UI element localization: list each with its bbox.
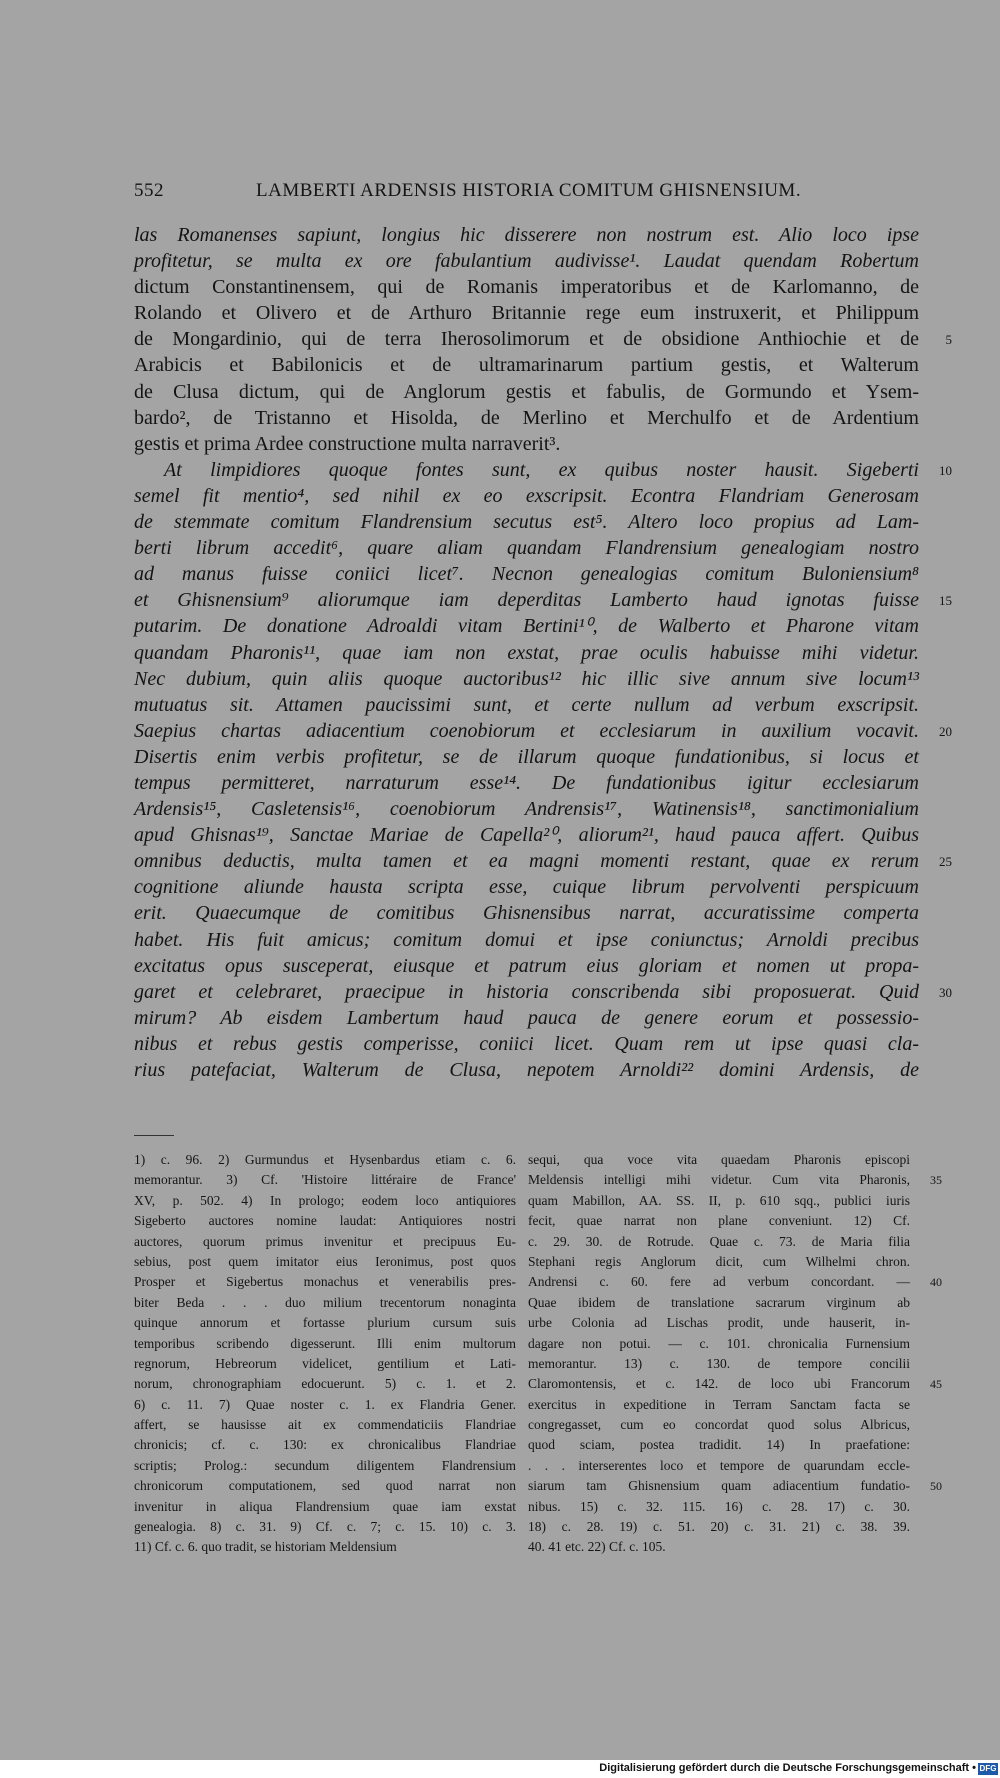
text-line-text: bardo², de Tristanno et Hisolda, de Merlino et Merchulfo et de Ardentium [134, 406, 919, 429]
footnote-separator [134, 1135, 174, 1136]
footnote-line [134, 1354, 516, 1374]
footnote-line [528, 1395, 910, 1415]
text-line-text: Disertis enim verbis profitetur, se de illarum quoque fundationibus, si locus et [134, 745, 919, 768]
text-line-text: quandam Pharonis¹¹, quae iam non exstat, prae oculis habuisse mihi videtur. [134, 641, 919, 664]
footnote-line [528, 1354, 910, 1374]
line-number: 10 [939, 462, 952, 478]
footnote-line [528, 1435, 910, 1455]
text-line [134, 379, 919, 405]
text-line-text: Arabicis et Babilonicis et de ultramarinarum partium gestis, et Walterum [134, 354, 919, 377]
footnote-line [528, 1252, 910, 1272]
footnote-line [528, 1313, 910, 1333]
footnote-line [528, 1211, 910, 1231]
footnote-line-text: c. 29. 30. de Rotrude. Quae c. 73. de Maria filia [528, 1233, 910, 1249]
footnote-line [134, 1497, 516, 1517]
text-line [134, 796, 919, 822]
text-line-text: profitetur, se multa ex ore fabulantium audivisse¹. Laudat quendam Robertum [134, 250, 919, 273]
text-line-text: semel fit mentio⁴, sed nihil ex eo exscripsit. Econtra Flandriam Generosam [134, 484, 919, 507]
line-number: 30 [939, 984, 952, 1000]
footnote-line-text: scriptis; Prolog.: secundum diligentem Flandrensium [134, 1457, 516, 1473]
text-line-text: omnibus deductis, multa tamen et ea magni momenti restant, quae ex rerum [134, 850, 919, 873]
text-line [134, 352, 919, 378]
text-line [134, 483, 919, 509]
text-line [134, 274, 919, 300]
footnote-line [134, 1191, 516, 1211]
footnote-line-text: 18) c. 28. 19) c. 51. 20) c. 31. 21) c. 38. 39. [528, 1519, 910, 1535]
text-line [134, 744, 919, 770]
footnote-line [528, 1191, 910, 1211]
footnote-line [528, 1415, 910, 1435]
text-line [134, 822, 919, 848]
footnote-line-text: 40. 41 etc. 22) Cf. c. 105. [528, 1539, 666, 1555]
text-line-text: mirum? Ab eisdem Lambertum haud pauca de genere eorum et possessio- [134, 1006, 919, 1029]
text-line-text: excitatus opus susceperat, eiusque et patrum eius gloriam et nomen ut propa- [134, 954, 919, 977]
footnote-line [134, 1395, 516, 1415]
text-line [134, 848, 952, 874]
text-line [134, 222, 919, 248]
text-line-text: de Clusa dictum, qui de Anglorum gestis et fabulis, de Gormundo et Ysem- [134, 380, 919, 403]
text-line [134, 900, 919, 926]
text-line-text: apud Ghisnas¹⁹, Sanctae Mariae de Capella²⁰, aliorum²¹, haud pauca affert. Quibus [134, 824, 919, 847]
footnote-line-text: congregasset, cum eo concordat quod solus Albricus, [528, 1417, 910, 1433]
text-line-text: mutuatus sit. Attamen paucissimi sunt, et certe nullum ad verbum exscripsit. [134, 693, 919, 716]
footnote-line-text: quinque annorum et fortasse plurium cursum suis [134, 1315, 516, 1331]
footnote-line-text: invenitur in aliqua Flandrensium quae iam exstat [134, 1498, 516, 1514]
footnote-line [134, 1374, 516, 1394]
text-line [134, 640, 919, 666]
footnote-line-text: memorantur. 3) Cf. 'Histoire littéraire de France' [134, 1172, 516, 1188]
text-line-text: rius patefaciat, Walterum de Clusa, nepotem Arnoldi²² domini Ardensis, de [134, 1059, 919, 1081]
footnote-line-text: 6) c. 11. 7) Quae noster c. 1. ex Flandria Gener. [134, 1396, 516, 1412]
text-line-text: Ardensis¹⁵, Casletensis¹⁶, coenobiorum Andrensis¹⁷, Watinensis¹⁸, sanctimonialium [134, 798, 919, 821]
text-line [134, 927, 919, 953]
line-number: 40 [930, 1275, 942, 1290]
footnote-line [528, 1170, 942, 1190]
line-number: 15 [939, 593, 952, 609]
footnote-line [134, 1313, 516, 1333]
footnote-line [134, 1476, 516, 1496]
footnote-line-text: Stephani regis Anglorum dicit, cum Wilhelmi chron. [528, 1253, 910, 1269]
footnote-line [134, 1272, 516, 1292]
footnotes-left-column [134, 1150, 516, 1558]
footnote-line-text: Prosper et Sigebertus monachus et venerabilis pres- [134, 1274, 516, 1290]
footnote-line [134, 1150, 516, 1170]
text-line [134, 1057, 919, 1083]
footnote-line-text: sebius, post quem imitator eius Ieronimus, post quos [134, 1253, 516, 1269]
footnote-line-text: Meldensis intelligi mihi videtur. Cum vita Pharonis, [528, 1172, 910, 1188]
footnote-line [134, 1170, 516, 1190]
digitization-footer [0, 1760, 1000, 1778]
footnote-line-text: regnorum, Hebreorum videlicet, gentilium et Lati- [134, 1355, 516, 1371]
text-line-text: habet. His fuit amicus; comitum domui et ipse coniunctus; Arnoldi precibus [134, 928, 919, 951]
footnote-line-text: chronicorum computationem, sed quod narrat non [134, 1478, 516, 1494]
text-line-text: nibus et rebus gestis comperisse, coniici licet. Quam rem ut ipse quasi cla- [134, 1032, 919, 1055]
text-line [134, 770, 919, 796]
text-line-text: garet et celebraret, praecipue in historia conscribenda sibi proposuerat. Quid [134, 980, 919, 1003]
footnote-line [528, 1537, 910, 1557]
footnote-line [528, 1476, 942, 1496]
footnote-line [528, 1334, 910, 1354]
main-text [134, 222, 952, 1083]
text-line-text: ad manus fuisse coniici licet⁷. Necnon genealogias comitum Buloniensium⁸ [134, 563, 919, 586]
line-number: 25 [939, 854, 952, 870]
text-line [134, 718, 952, 744]
line-number: 5 [945, 332, 952, 348]
text-line-text: At limpidiores quoque fontes sunt, ex quibus noster hausit. Sigeberti [164, 458, 919, 481]
footnote-line [528, 1456, 910, 1476]
text-line [134, 405, 919, 431]
text-line-text: dictum Constantinensem, qui de Romanis imperatoribus et de Karlomanno, de [134, 276, 919, 299]
footnote-line-text: . . . interserentes loco et tempore de quarundam eccle- [528, 1457, 910, 1473]
footnote-line [528, 1293, 910, 1313]
text-line [134, 431, 919, 457]
text-line-text: tempus permitteret, narraturum esse¹⁴. De fundationibus igitur ecclesiarum [134, 771, 919, 794]
footnote-line [528, 1272, 942, 1292]
text-line [134, 953, 919, 979]
footnote-line [528, 1374, 942, 1394]
text-line-text: Nec dubium, quin aliis quoque auctoribus¹² hic illic sive annum sive locum¹³ [134, 667, 919, 690]
footnote-line-text: biter Beda . . . duo milium trecentorum nonaginta [134, 1294, 516, 1310]
footnote-line [134, 1456, 516, 1476]
footnote-line-text: exercitus in expeditione in Terram Sanctam facta se [528, 1396, 910, 1412]
footnote-line [528, 1232, 910, 1252]
footnote-line-text: auctores, quorum primus invenitur et precipuus Eu- [134, 1233, 516, 1249]
text-line [134, 1031, 919, 1057]
text-line [134, 457, 952, 483]
text-line-text: Rolando et Olivero et de Arthuro Britannie rege eum instruxerit, et Philippum [134, 302, 919, 325]
footnote-line-text: dagare non potui. — c. 101. chronicalia Furnensium [528, 1335, 910, 1351]
footnote-line-text: temporibus scribendo digesserunt. Illi enim multorum [134, 1335, 516, 1351]
text-line-text: et Ghisnensium⁹ aliorumque iam deperditas Lamberto haud ignotas fuisse [134, 589, 919, 612]
footnote-line-text: Quae ibidem de translatione sacrarum virginum ab [528, 1294, 910, 1310]
text-line-text: gestis et prima Ardee constructione multa narraverit³. [134, 432, 561, 455]
footnote-line-text: chronicis; cf. c. 130: ex chronicalibus Flandriae [134, 1437, 516, 1453]
footnote-line-text: Andrensi c. 60. fere ad verbum concordant. — [528, 1274, 910, 1290]
footnote-line [134, 1435, 516, 1455]
footnote-line-text: genealogia. 8) c. 31. 9) Cf. c. 7; c. 15. 10) c. 3. [134, 1519, 516, 1535]
text-line [134, 300, 919, 326]
text-line-text: putarim. De donatione Adroaldi vitam Bertini¹⁰, de Walberto et Pharone vitam [134, 615, 919, 638]
footnotes-right-column [528, 1150, 942, 1558]
dfg-logo-icon: DFG [979, 1764, 997, 1773]
text-line [134, 509, 919, 535]
text-line [134, 561, 919, 587]
text-line [134, 692, 919, 718]
footnote-line-text: 1) c. 96. 2) Gurmundus et Hysenbardus etiam c. 6. [134, 1152, 516, 1167]
text-line-text: berti librum accedit⁶, quare aliam quandam Flandrensium genealogiam nostro [134, 537, 919, 560]
line-number: 20 [939, 723, 952, 739]
footnote-line [134, 1415, 516, 1435]
footnote-line-text: Sigeberto auctores nomine laudat: Antiquiores nostri [134, 1213, 516, 1229]
text-line [134, 1005, 919, 1031]
line-number: 35 [930, 1173, 942, 1188]
text-line [134, 874, 919, 900]
footnote-line-text: affert, se hausisse ait ex commendaticiis Flandriae [134, 1417, 516, 1433]
text-line-text: Saepius chartas adiacentium coenobiorum et ecclesiarum in auxilium vocavit. [134, 719, 919, 742]
text-line [134, 326, 952, 352]
footnote-line-text: siarum tam Ghisnensium quam adiacentium fundatio- [528, 1478, 910, 1494]
page-number: 552 [134, 180, 164, 201]
footnote-line-text: Claromontensis, et c. 142. de loco ubi Francorum [528, 1376, 910, 1392]
footnote-line-text: norum, chronographiam edocuerunt. 5) c. 1. et 2. [134, 1376, 516, 1392]
footnote-line [134, 1293, 516, 1313]
footnote-line [528, 1150, 910, 1170]
text-line [134, 535, 919, 561]
footnote-line [134, 1252, 516, 1272]
footnote-line [528, 1517, 910, 1537]
footnote-line [134, 1517, 516, 1537]
text-line-text: de stemmate comitum Flandrensium secutus est⁵. Altero loco propius ad Lam- [134, 511, 919, 534]
footer-credit: Digitalisierung gefördert durch die Deutsche Forschungsgemeinschaft • [599, 1762, 976, 1774]
footnote-line-text: quam Mabillon, AA. SS. II, p. 610 sqq., publici iuris [528, 1192, 910, 1208]
footnote-line-text: XV, p. 502. 4) In prologo; eodem loco antiquiores [134, 1192, 516, 1208]
footnote-line-text: memorantur. 13) c. 130. de tempore concilii [528, 1355, 910, 1371]
footnote-line-text: 11) Cf. c. 6. quo tradit, se historiam Meldensium [134, 1539, 397, 1555]
footnote-line-text: fecit, quae narrat non plane conveniunt. 12) Cf. [528, 1213, 910, 1229]
text-line [134, 666, 919, 692]
text-line [134, 613, 919, 639]
text-line-text: de Mongardinio, qui de terra Iherosolimorum et de obsidione Anthiochie et de [134, 328, 919, 351]
footnote-line [134, 1334, 516, 1354]
footnote-line [134, 1211, 516, 1231]
text-line-text: cognitione aliunde hausta scripta esse, cuique librum pervolventi perspicuum [134, 876, 919, 899]
footnote-line [134, 1232, 516, 1252]
line-number: 50 [930, 1479, 942, 1494]
footnote-line-text: quod sciam, postea tradidit. 14) In praefatione: [528, 1437, 910, 1453]
text-line [134, 248, 919, 274]
running-title: LAMBERTI ARDENSIS HISTORIA COMITUM GHISNENSIUM. [256, 180, 802, 201]
text-line-text: erit. Quaecumque de comitibus Ghisnensibus narrat, accuratissime comperta [134, 902, 919, 925]
footnote-line [528, 1497, 910, 1517]
footnote-line-text: nibus. 15) c. 32. 115. 16) c. 28. 17) c. 30. [528, 1498, 910, 1514]
footnote-line [134, 1537, 516, 1557]
text-line [134, 587, 952, 613]
footnote-line-text: urbe Colonia ad Lischas prodit, unde hauserit, in- [528, 1315, 910, 1331]
text-line-text: las Romanenses sapiunt, longius hic disserere non nostrum est. Alio loco ipse [134, 224, 919, 246]
line-number: 45 [930, 1377, 942, 1392]
footnote-line-text: sequi, qua voce vita quaedam Pharonis episcopi [528, 1152, 910, 1167]
text-line [134, 979, 952, 1005]
